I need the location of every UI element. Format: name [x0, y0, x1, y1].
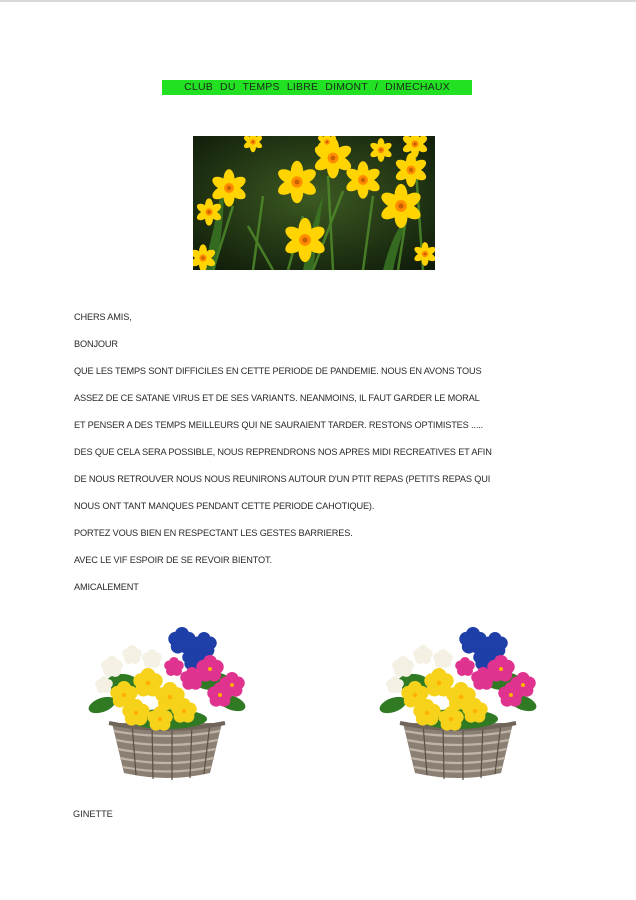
letter-line: DES QUE CELA SERA POSSIBLE, NOUS REPRENDRONS NOS APRES MIDI RECREATIVES ET AFIN — [74, 447, 492, 457]
club-title: CLUB DU TEMPS LIBRE DIMONT / DIMECHAUX — [162, 80, 472, 95]
daffodil-photo — [193, 136, 435, 270]
scan-edge — [0, 0, 636, 2]
letter-line: AMICALEMENT — [74, 582, 139, 592]
letter-line: PORTEZ VOUS BIEN EN RESPECTANT LES GESTES BARRIERES. — [74, 528, 353, 538]
letter-line: NOUS ONT TANT MANQUES PENDANT CETTE PERIODE CAHOTIQUE). — [74, 501, 375, 511]
letter-line: DE NOUS RETROUVER NOUS NOUS REUNIRONS AUTOUR D'UN PTIT REPAS (PETITS REPAS QUI — [74, 474, 491, 484]
signature: GINETTE — [73, 809, 113, 819]
letter-line: CHERS AMIS, — [74, 312, 132, 322]
letter-line: AVEC LE VIF ESPOIR DE SE REVOIR BIENTOT. — [74, 555, 272, 565]
letter-line: ASSEZ DE CE SATANE VIRUS ET DE SES VARIANTS. NEANMOINS, IL FAUT GARDER LE MORAL — [74, 393, 480, 403]
letter-line: QUE LES TEMPS SONT DIFFICILES EN CETTE PERIODE DE PANDEMIE. NOUS EN AVONS TOUS — [74, 366, 482, 376]
primrose-basket-image — [373, 623, 543, 783]
letter-line: ET PENSER A DES TEMPS MEILLEURS QUI NE SAURAIENT TARDER. RESTONS OPTIMISTES ..... — [74, 420, 484, 430]
primrose-basket-image — [82, 623, 252, 783]
letter-line: BONJOUR — [74, 339, 118, 349]
